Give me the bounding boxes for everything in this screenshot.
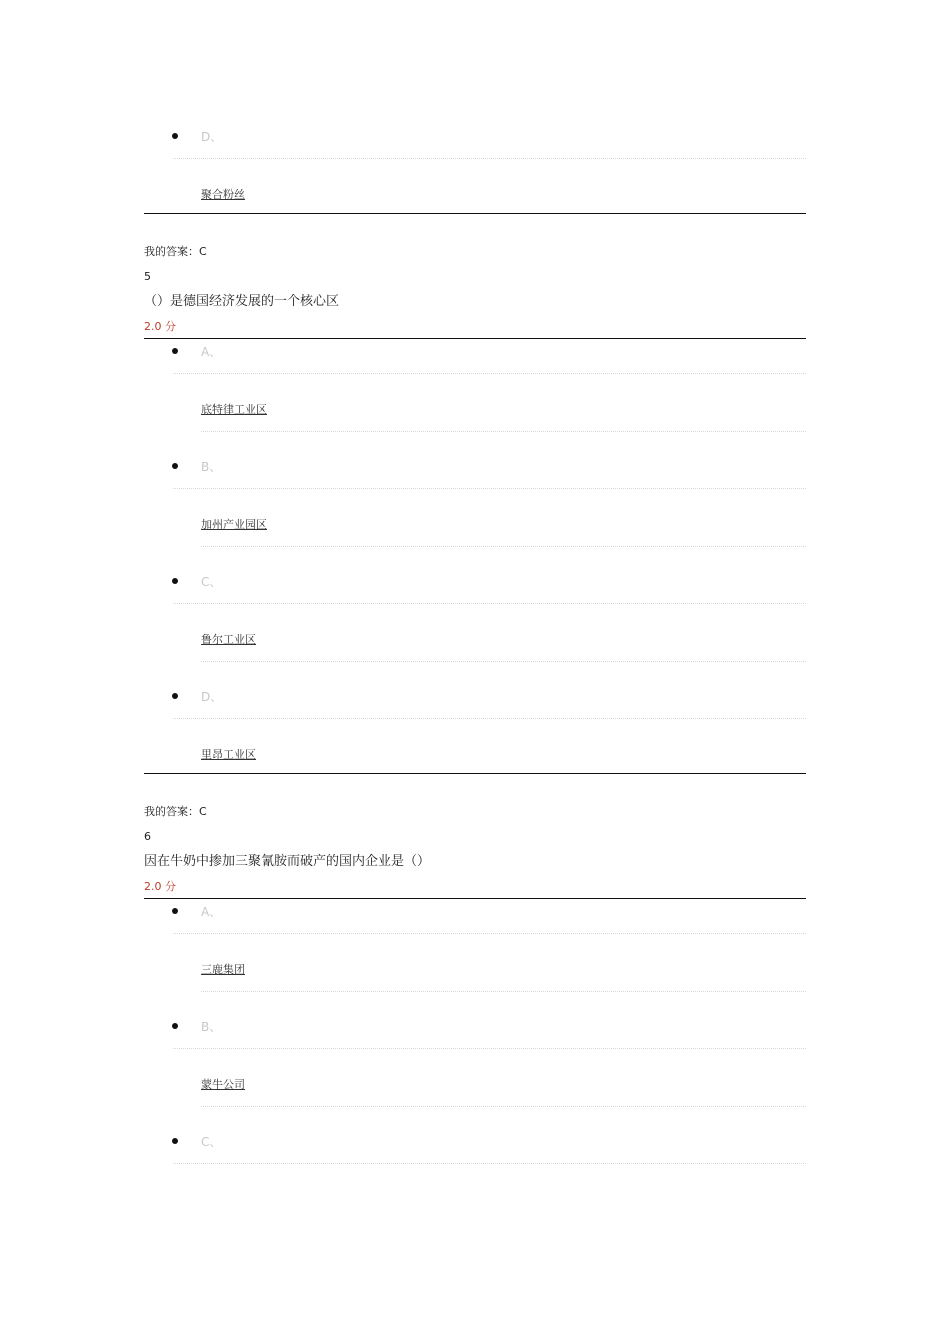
option-letter: A、 bbox=[201, 345, 222, 359]
option-letter: A、 bbox=[201, 905, 222, 919]
option-text[interactable]: 鲁尔工业区 bbox=[201, 633, 256, 646]
option-letter: D、 bbox=[201, 690, 223, 704]
option-letter: D、 bbox=[201, 130, 223, 144]
dotted-divider bbox=[201, 991, 806, 992]
option-text[interactable]: 里昂工业区 bbox=[201, 748, 256, 761]
dotted-divider bbox=[173, 373, 806, 374]
question-text: （）是德国经济发展的一个核心区 bbox=[144, 294, 340, 309]
my-answer: 我的答案：C bbox=[144, 805, 207, 818]
bullet-icon bbox=[172, 1138, 178, 1144]
option-letter: B、 bbox=[201, 460, 222, 474]
option-text[interactable]: 蒙牛公司 bbox=[201, 1078, 245, 1091]
option-letter: B、 bbox=[201, 1020, 222, 1034]
section-divider bbox=[144, 213, 806, 214]
question-number: 5 bbox=[144, 270, 151, 283]
option-text[interactable]: 底特律工业区 bbox=[201, 403, 267, 416]
dotted-divider bbox=[173, 718, 806, 719]
option-text[interactable]: 加州产业园区 bbox=[201, 518, 267, 531]
bullet-icon bbox=[172, 348, 178, 354]
dotted-divider bbox=[201, 546, 806, 547]
bullet-icon bbox=[172, 908, 178, 914]
dotted-divider bbox=[201, 431, 806, 432]
dotted-divider bbox=[173, 1048, 806, 1049]
option-letter: C、 bbox=[201, 1135, 222, 1149]
dotted-divider bbox=[173, 1163, 806, 1164]
option-text[interactable]: 聚合粉丝 bbox=[201, 188, 245, 201]
bullet-icon bbox=[172, 578, 178, 584]
bullet-icon bbox=[172, 1023, 178, 1029]
section-divider bbox=[144, 898, 806, 899]
bullet-icon bbox=[172, 693, 178, 699]
dotted-divider bbox=[173, 158, 806, 159]
option-letter: C、 bbox=[201, 575, 222, 589]
option-text[interactable]: 三鹿集团 bbox=[201, 963, 245, 976]
question-score: 2.0 分 bbox=[144, 320, 176, 333]
dotted-divider bbox=[173, 488, 806, 489]
question-score: 2.0 分 bbox=[144, 880, 176, 893]
section-divider bbox=[144, 338, 806, 339]
bullet-icon bbox=[172, 463, 178, 469]
dotted-divider bbox=[173, 603, 806, 604]
dotted-divider bbox=[201, 1106, 806, 1107]
bullet-icon bbox=[172, 133, 178, 139]
question-number: 6 bbox=[144, 830, 151, 843]
question-text: 因在牛奶中掺加三聚氰胺而破产的国内企业是（） bbox=[144, 854, 431, 869]
section-divider bbox=[144, 773, 806, 774]
my-answer: 我的答案：C bbox=[144, 245, 207, 258]
dotted-divider bbox=[173, 933, 806, 934]
dotted-divider bbox=[201, 661, 806, 662]
